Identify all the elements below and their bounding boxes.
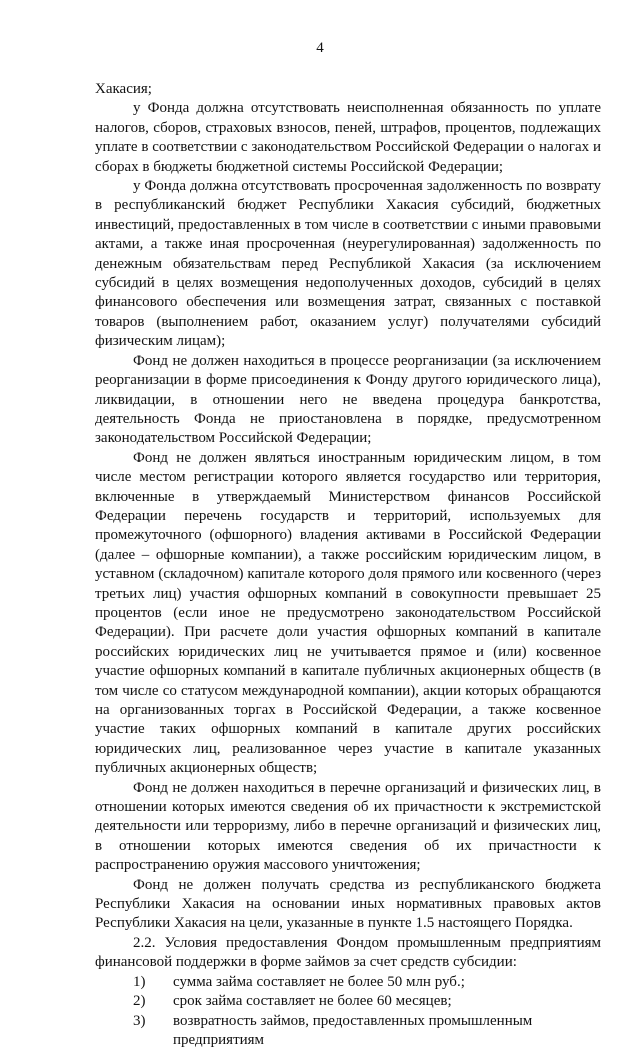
- paragraph: Фонд не должен находиться в процессе реорганизации (за исключением реорганизации в форме присоединения к Фонду другого юридического лица), ликвидации, в отношении него не введена процедура банкротства, деятельность Фонда не приостановлена в порядке, предусмотренном законодательством Российской Федерации;: [95, 352, 601, 449]
- section-2-2-paragraph: 2.2. Условия предоставления Фондом промышленным предприятиям финансовой поддержки в форме займов за счет средств субсидии:: [95, 934, 601, 973]
- paragraph: Фонд не должен получать средства из республиканского бюджета Республики Хакасия на основании иных нормативных правовых актов Республики Хакасия на цели, указанные в пункте 1.5 настоящего Порядка.: [95, 876, 601, 934]
- list-item-number: 1): [95, 973, 173, 992]
- paragraph: у Фонда должна отсутствовать неисполненная обязанность по уплате налогов, сборов, страховых взносов, пеней, штрафов, процентов, подлежащих уплате в соответствии с законодательством Российской Федерации о налогах и сборах в бюджеты бюджетной системы Российской Федерации;: [95, 99, 601, 177]
- list-item: [95, 992, 601, 1011]
- list-item: [95, 973, 601, 992]
- page-number: 4: [0, 39, 640, 58]
- paragraph: Фонд не должен являться иностранным юридическим лицом, в том числе местом регистрации которого является государство или территория, включенные в утверждаемый Министерством финансов Российской Федерации перечень государств и территорий, используемых для промежуточного (офшорного) владения активами в Российской Федерации (далее – офшорные компании), а также российским юридическим лицом, в уставном (складочном) капитале которого доля прямого или косвенного (через третьих лиц) участия офшорных компаний в совокупности превышает 25 процентов (если иное не предусмотрено законодательством Российской Федерации). При расчете доли участия офшорных компаний в капитале российских юридических лиц не учитывается прямое и (или) косвенное участие офшорных компаний в капитале публичных акционерных обществ (в том числе со статусом международной компании), акции которых обращаются на организованных торгах в Российской Федерации, а также косвенное участие таких офшорных компаний в капитале других российских юридических лиц, реализованное через участие в капитале указанных публичных акционерных обществ;: [95, 449, 601, 779]
- list-item-text: срок займа составляет не более 60 месяцев;: [173, 992, 601, 1011]
- list-item-text: возвратность займов, предоставленных промышленным предприятиям: [173, 1012, 601, 1050]
- paragraph: у Фонда должна отсутствовать просроченная задолженность по возврату в республиканский бюджет Республики Хакасия субсидий, бюджетных инвестиций, предоставленных в том числе в соответствии с иными правовыми актами, а также иная просроченная (неурегулированная) задолженность по денежным обязательствам перед Республикой Хакасия (за исключением субсидий в целях возмещения недополученных доходов, субсидий в целях финансового обеспечения или возмещения затрат, связанных с поставкой товаров (выполнением работ, оказанием услуг) получателями субсидий физическим лицам);: [95, 177, 601, 352]
- paragraph: Фонд не должен находиться в перечне организаций и физических лиц, в отношении которых имеются сведения об их причастности к экстремистской деятельности или терроризму, либо в перечне организаций и физических лиц, в отношении которых имеются сведения об их причастности к распространению оружия массового уничтожения;: [95, 779, 601, 876]
- list-item: [95, 1012, 601, 1050]
- list-item-number: 3): [95, 1012, 173, 1050]
- list-item-text: сумма займа составляет не более 50 млн руб.;: [173, 973, 601, 992]
- list-item-number: 2): [95, 992, 173, 1011]
- paragraph: Хакасия;: [95, 80, 601, 99]
